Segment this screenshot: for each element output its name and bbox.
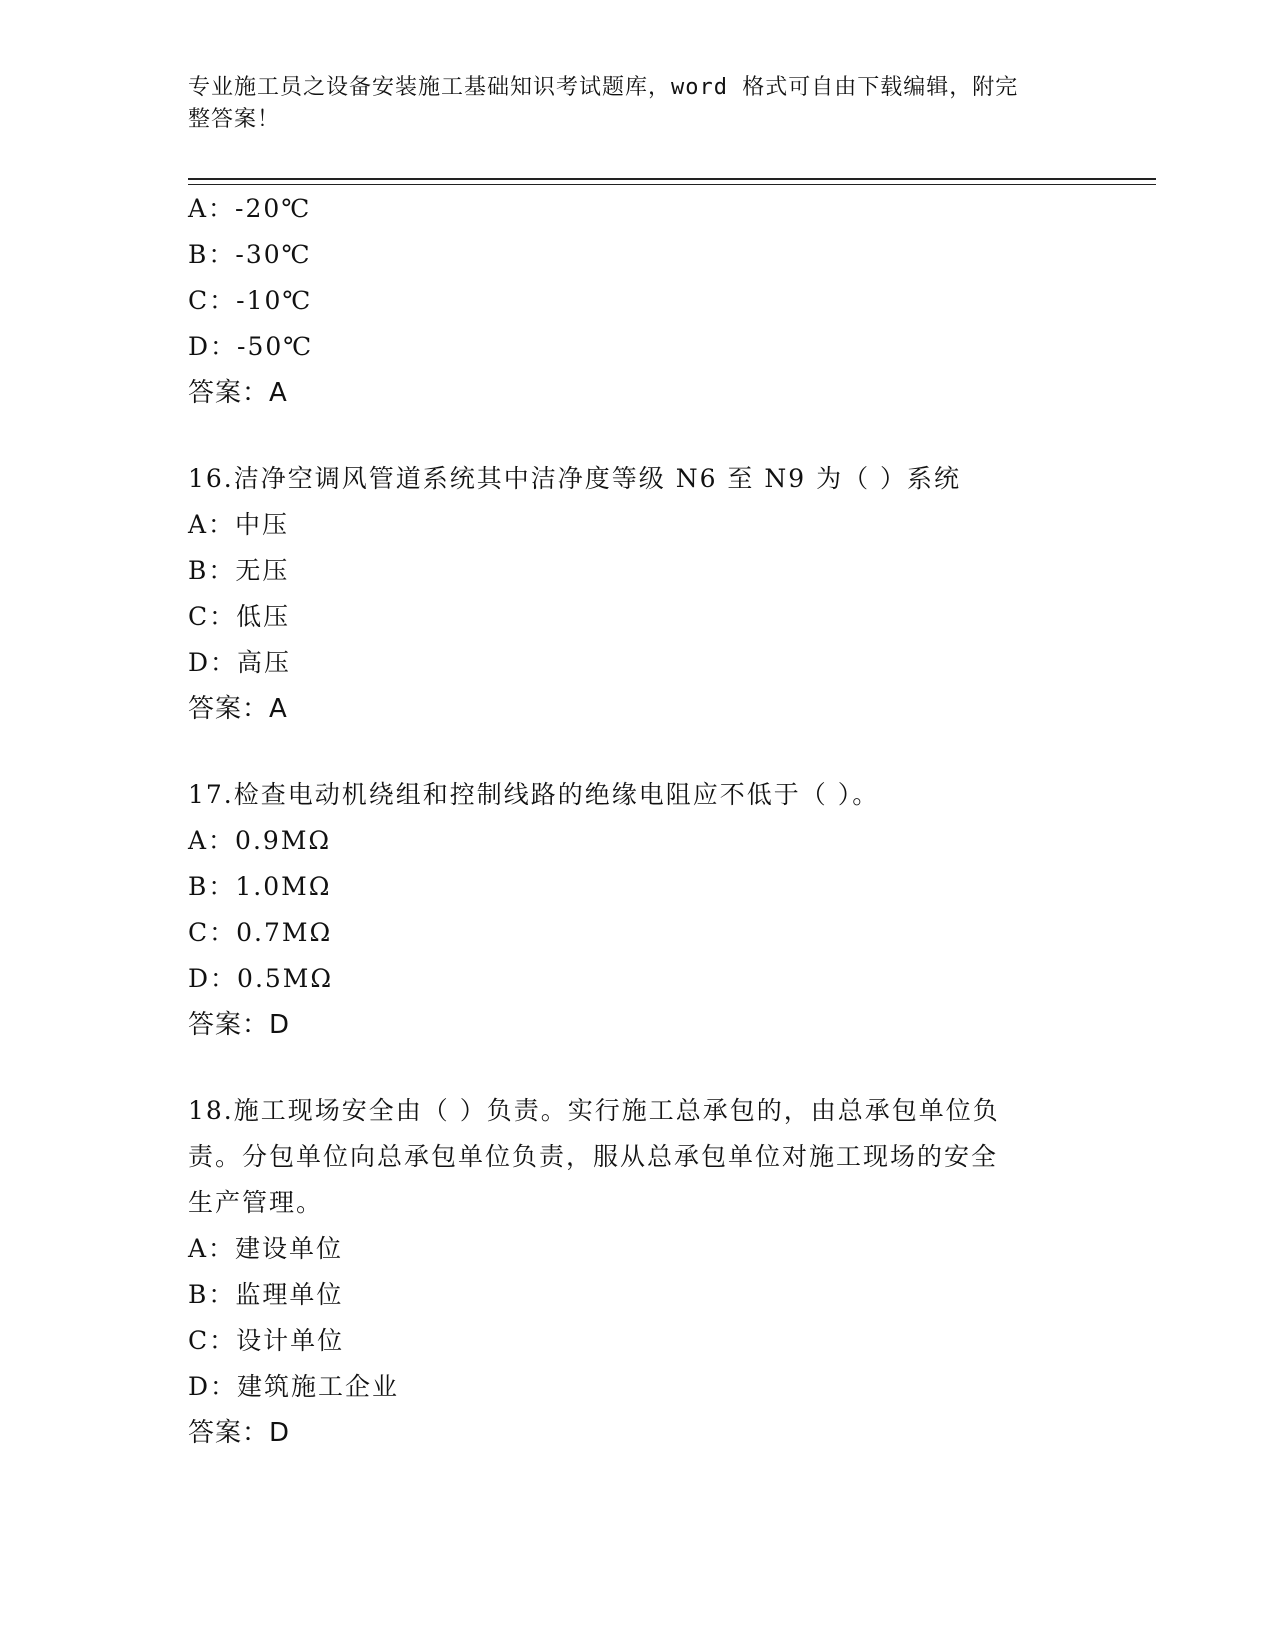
- question-stem-line-1: 18.施工现场安全由（ ）负责。实行施工总承包的，由总承包单位负: [188, 1096, 1000, 1125]
- option-a: A：0.9MΩ: [188, 826, 332, 855]
- option-d: D：高压: [188, 648, 292, 677]
- header-line-2: 整答案！: [188, 107, 281, 132]
- option-c: C：低压: [188, 602, 291, 631]
- option-d: D：0.5MΩ: [188, 964, 334, 993]
- option-c: C：设计单位: [188, 1326, 345, 1355]
- option-d: D：建筑施工企业: [188, 1372, 400, 1401]
- question-stem-line-3: 生产管理。: [188, 1188, 324, 1217]
- answer-line: 答案：D: [188, 1418, 291, 1448]
- question-stem: 16.洁净空调风管道系统其中洁净度等级 N6 至 N9 为（ ）系统: [188, 464, 962, 493]
- document-header: [188, 72, 1068, 136]
- answer-line: 答案：A: [188, 694, 288, 724]
- option-b: B：1.0MΩ: [188, 872, 332, 901]
- question-17: [188, 772, 1088, 1048]
- option-a: A：中压: [188, 510, 290, 539]
- header-line-1: 专业施工员之设备安装施工基础知识考试题库，word 格式可自由下载编辑，附完: [188, 75, 1019, 100]
- option-a: A：建设单位: [188, 1234, 344, 1263]
- option-b: B：监理单位: [188, 1280, 344, 1309]
- answer-line: 答案：A: [188, 378, 288, 408]
- option-c: C：0.7MΩ: [188, 918, 333, 947]
- question-stem-line-2: 责。分包单位向总承包单位负责，服从总承包单位对施工现场的安全: [188, 1142, 999, 1171]
- option-d: D：-50℃: [188, 332, 314, 361]
- answer-line: 答案：D: [188, 1010, 291, 1040]
- option-c: C：-10℃: [188, 286, 313, 315]
- question-16: [188, 456, 1088, 732]
- option-b: B：无压: [188, 556, 290, 585]
- question-stem: 17.检查电动机绕组和控制线路的绝缘电阻应不低于（ ）。: [188, 780, 880, 809]
- question-18: [188, 1088, 1088, 1456]
- header-divider-thick: [188, 178, 1156, 180]
- option-a: A：-20℃: [188, 194, 312, 223]
- header-divider-thin: [188, 184, 1156, 185]
- option-b: B：-30℃: [188, 240, 312, 269]
- question-15-tail: [188, 186, 1088, 416]
